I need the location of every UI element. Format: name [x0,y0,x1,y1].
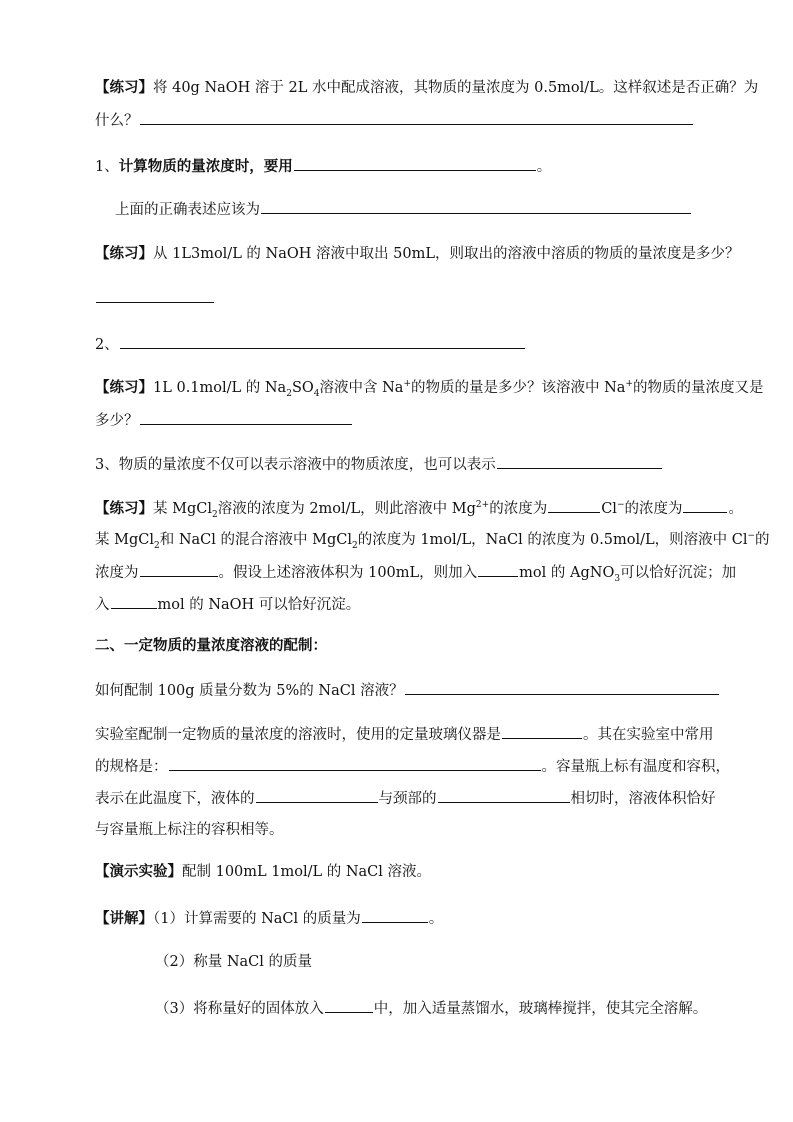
answer-blank[interactable] [497,454,662,469]
point-1: 1、计算物质的量浓度时，要用 。 [95,158,552,175]
answer-blank[interactable] [140,562,218,577]
flask-para-line3: 表示在此温度下，液体的 与颈部的 相切时，溶液体积恰好 [95,788,716,809]
question-5pct: 如何配制 100g 质量分数为 5%的 NaCl 溶液？ [95,680,720,701]
lecture-step-1: 【讲解】（1）计算需要的 NaCl 的质量为 。 [95,910,444,927]
answer-blank[interactable] [294,156,536,171]
answer-blank[interactable] [261,199,691,214]
exercise-tag: 【练习】 [95,79,153,96]
point-1-correct: 上面的正确表述应该为 [115,199,692,220]
exercise-1-line1: 【练习】将 40g NaOH 溶于 2L 水中配成溶液，其物质的量浓度为 0.5mol/L。这样叙述是否正确？为 [95,79,759,96]
point-2: 2、 [95,334,526,355]
answer-blank[interactable] [683,498,727,513]
answer-blank[interactable] [256,788,378,803]
answer-blank[interactable] [325,998,373,1013]
answer-blank[interactable] [96,288,214,303]
exercise-2-answer [95,288,215,309]
exercise-3-line1: 【练习】1L 0.1mol/L 的 $Na_2SO_4$溶液中含 Na+的物质的量是多少？该溶液中 Na+的物质的量浓度又是 [95,379,764,399]
flask-para-line2: 的规格是： 。容量瓶上标有温度和容积， [95,756,730,777]
demo-experiment: 【演示实验】配制 100mL 1mol/L 的 NaCl 溶液。 [95,863,432,880]
answer-blank[interactable] [140,410,352,425]
answer-blank[interactable] [405,680,719,695]
point-3: 3、物质的量浓度不仅可以表示溶液中的物质浓度，也可以表示 [95,454,663,475]
exercise-4-line2: 某 MgCl$_2$和 NaCl 的混合溶液中 MgCl$_2$的浓度为 1mol/L，NaCl 的浓度为 0.5mol/L，则溶液中 Cl−的 [95,531,770,551]
section-2-title: 二、一定物质的量浓度溶液的配制： [95,637,327,654]
answer-blank[interactable] [362,908,428,923]
answer-blank[interactable] [478,562,518,577]
answer-blank[interactable] [438,788,570,803]
answer-blank[interactable] [169,756,541,771]
exercise-2: 【练习】从 1L3mol/L 的 NaOH 溶液中取出 50mL，则取出的溶液中溶质的物质的量浓度是多少？ [95,245,740,262]
exercise-4-line3: 浓度为 。假设上述溶液体积为 100mL，则加入 mol 的 AgNO$_3$可以恰好沉淀；加 [95,562,736,583]
exercise-4-line4: 入 mol 的 NaOH 可以恰好沉淀。 [95,594,360,615]
answer-blank[interactable] [548,498,600,513]
flask-para-line1: 实验室配制一定物质的量浓度的溶液时，使用的定量玻璃仪器是 。其在实验室中常用 [95,724,714,745]
answer-blank[interactable] [140,110,693,125]
exercise-4-line1: 【练习】某 MgCl$_2$溶液的浓度为 2mol/L，则此溶液中 $Mg^{2+}$的浓度为 Cl−的浓度为 。 [95,500,743,520]
exercise-1-line2: 什么？ [95,110,694,131]
exercise-3-line2: 多少？ [95,410,353,431]
answer-blank[interactable] [111,594,157,609]
flask-para-line4: 与容量瓶上标注的容积相等。 [95,822,284,838]
answer-blank[interactable] [120,334,525,349]
answer-blank[interactable] [502,724,582,739]
lecture-step-3: （3）将称量好的固体放入 中，加入适量蒸馏水，玻璃棒搅拌，使其完全溶解。 [155,998,707,1019]
lecture-step-2: （2）称量 NaCl 的质量 [155,954,313,970]
